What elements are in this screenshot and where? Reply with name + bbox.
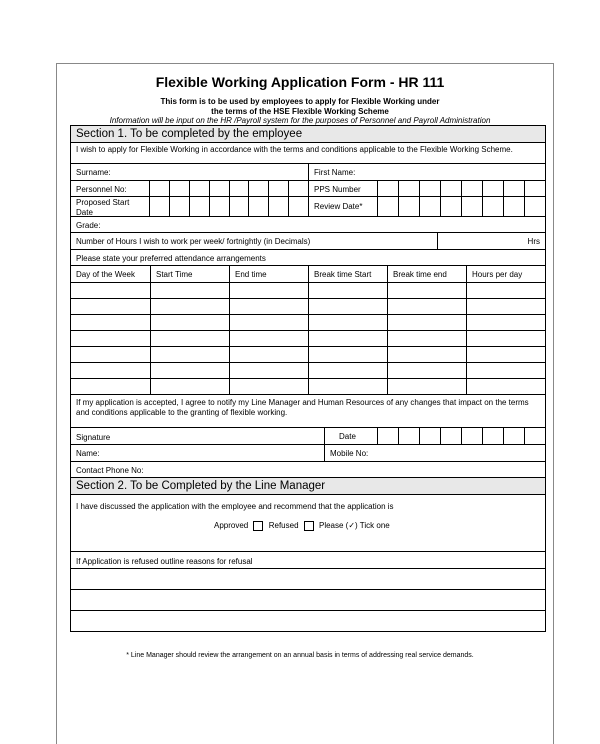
- refusal-line[interactable]: [71, 611, 545, 632]
- name-label: Name:: [76, 449, 100, 458]
- refusal-row: [71, 552, 545, 569]
- personnel-row: [71, 181, 545, 197]
- schedule-header-row: [71, 266, 545, 283]
- col-end: End time: [235, 270, 267, 279]
- discussed-text: I have discussed the application with the employee and recommend that the application is: [76, 502, 394, 511]
- pps-label: PPS Number: [314, 185, 361, 194]
- contact-row[interactable]: [71, 462, 545, 478]
- agreement-text: If my application is accepted, I agree to notify my Line Manager and Human Resources of any changes that impact on the terms and conditions applicable to the granting of flexible working.: [76, 398, 529, 417]
- schedule-row[interactable]: [71, 331, 545, 347]
- form-title: Flexible Working Application Form - HR 111: [155, 74, 445, 90]
- col-start-cell: [150, 266, 229, 282]
- date-label-cell: [324, 428, 377, 444]
- approved-label: Approved: [214, 521, 249, 531]
- pps-label-cell: [308, 181, 377, 196]
- col-break-start: Break time Start: [314, 270, 372, 279]
- date-label: Date: [339, 432, 356, 441]
- refusal-line[interactable]: [71, 569, 545, 590]
- subtitle-line3: Information will be input on the HR /Payroll system for the purposes of Personnel and Payroll Administration: [109, 116, 491, 125]
- refused-checkbox[interactable]: [304, 521, 314, 531]
- hours-field[interactable]: [437, 233, 545, 249]
- schedule-row[interactable]: [71, 363, 545, 379]
- signature-date-boxes[interactable]: [377, 428, 545, 444]
- agreement-row: [71, 395, 545, 428]
- please-tick-label: Please (✓) Tick one: [318, 521, 390, 531]
- personnel-label: Personnel No:: [76, 185, 127, 194]
- name-row: [71, 445, 545, 462]
- col-end-cell: [229, 266, 308, 282]
- surname-label: Surname:: [76, 168, 111, 177]
- signature-label: Signature: [76, 433, 111, 442]
- subtitle-line1: This form is to be used by employees to apply for Flexible Working under: [160, 97, 440, 106]
- surname-row: [71, 164, 545, 181]
- proposed-start-label: Proposed Start Date: [76, 198, 130, 217]
- intro-row: [71, 143, 545, 164]
- pps-boxes[interactable]: [377, 181, 545, 196]
- first-name-label: First Name:: [314, 168, 356, 177]
- approved-checkbox[interactable]: [253, 521, 263, 531]
- schedule-row[interactable]: [71, 347, 545, 363]
- col-break-start-cell: [308, 266, 387, 282]
- start-date-boxes[interactable]: [149, 197, 308, 216]
- mobile-label: Mobile No:: [330, 449, 369, 458]
- review-date-boxes[interactable]: [377, 197, 545, 216]
- grade-row[interactable]: [71, 217, 545, 233]
- state-pref-row: [71, 250, 545, 266]
- state-pref-label: Please state your preferred attendance arrangements: [76, 254, 266, 263]
- hours-row: [71, 233, 545, 250]
- start-date-row: [71, 197, 545, 217]
- approval-options: [214, 521, 390, 531]
- recommendation-row: [71, 495, 545, 552]
- col-hours-cell: [466, 266, 545, 282]
- review-label-cell: [308, 197, 377, 216]
- schedule-row[interactable]: [71, 299, 545, 315]
- refusal-line[interactable]: [71, 590, 545, 611]
- application-form: [70, 125, 546, 632]
- intro-text: I wish to apply for Flexible Working in accordance with the terms and conditions applicable to the Flexible Working Scheme.: [76, 145, 513, 154]
- signature-row: [71, 428, 545, 445]
- col-break-end-cell: [387, 266, 466, 282]
- mobile-field[interactable]: [324, 445, 545, 461]
- personnel-no-boxes[interactable]: [149, 181, 308, 196]
- col-day: Day of the Week: [76, 270, 135, 279]
- schedule-row[interactable]: [71, 283, 545, 299]
- col-hours: Hours per day: [472, 270, 523, 279]
- section1-heading: Section 1. To be completed by the employee: [71, 126, 545, 143]
- hrs-label: Hrs: [527, 237, 540, 246]
- schedule-row[interactable]: [71, 315, 545, 331]
- first-name-field[interactable]: [308, 164, 545, 180]
- hours-label: Number of Hours I wish to work per week/ fortnightly (in Decimals): [76, 237, 311, 246]
- refusal-label: If Application is refused outline reasons for refusal: [76, 557, 253, 566]
- grade-label: Grade:: [76, 221, 101, 230]
- section2-heading: Section 2. To be Completed by the Line Manager: [71, 478, 545, 495]
- subtitle-line2: the terms of the HSE Flexible Working Scheme: [211, 107, 389, 116]
- footnote: * Line Manager should review the arrangement on an annual basis in terms of addressing real service demands.: [126, 652, 474, 659]
- col-break-end: Break time end: [393, 270, 447, 279]
- col-start: Start Time: [156, 270, 193, 279]
- refused-label: Refused: [268, 521, 299, 531]
- schedule-row[interactable]: [71, 379, 545, 395]
- review-date-label: Review Date*: [314, 202, 363, 211]
- contact-label: Contact Phone No:: [76, 466, 144, 475]
